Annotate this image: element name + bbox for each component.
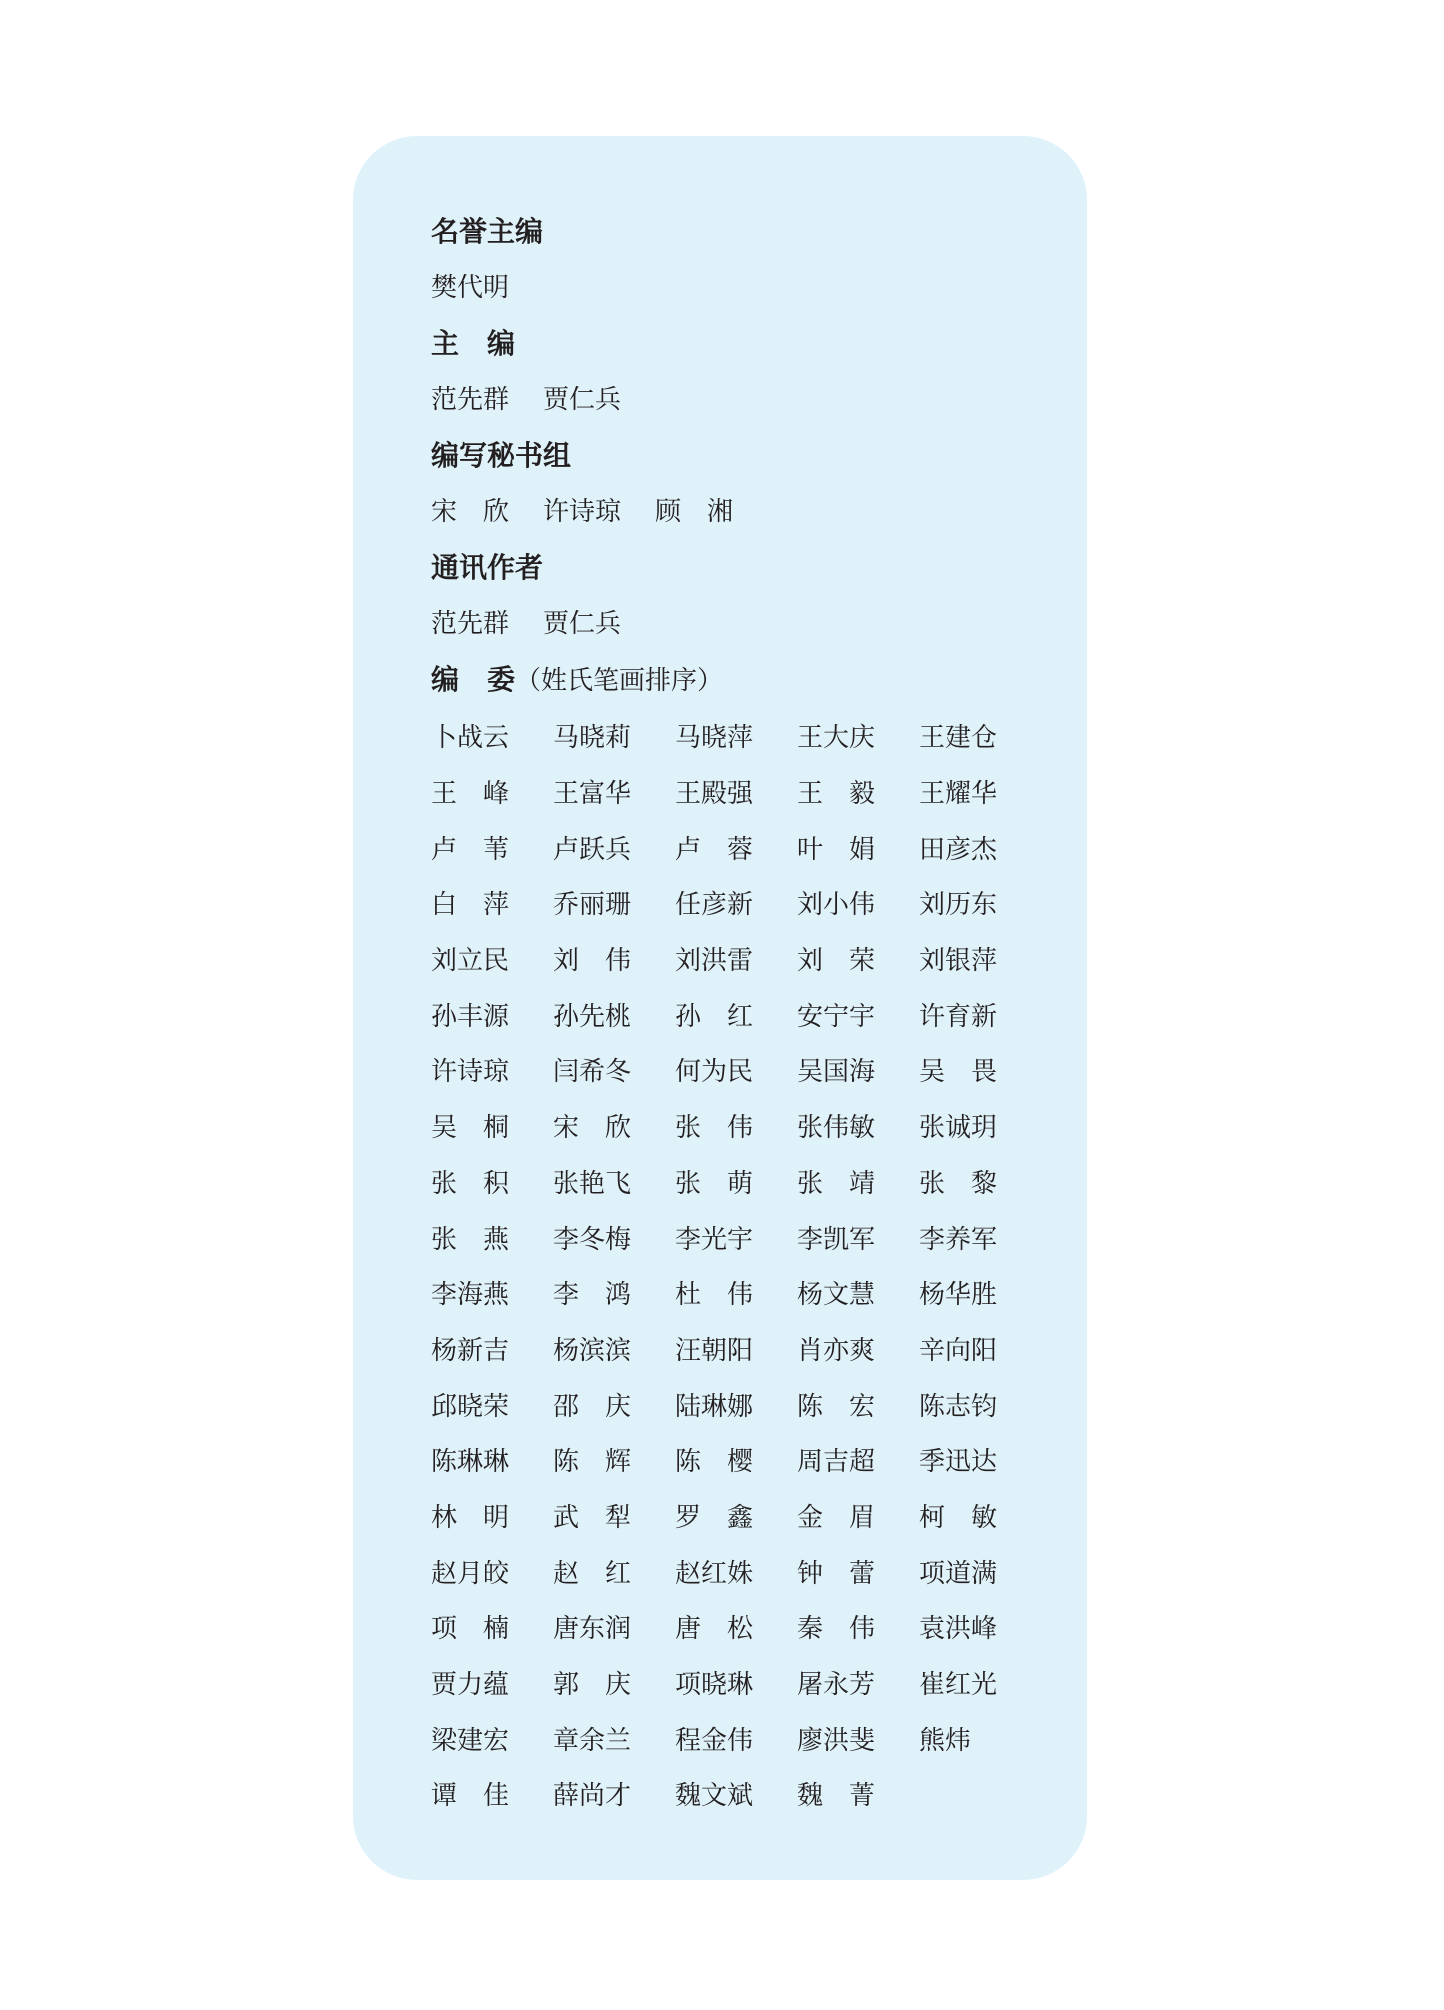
committee-member: 魏文斌 [675,1781,754,1812]
committee-member: 张 黎 [919,1168,998,1199]
committee-member: 李海燕 [431,1280,510,1311]
committee-member: 张 萌 [675,1168,754,1199]
committee-member: 孙 红 [675,1001,754,1032]
committee-member: 汪朝阳 [675,1335,754,1366]
committee-member: 宋 欣 [553,1113,632,1144]
committee-member: 贾力蕴 [431,1670,510,1701]
committee-member: 刘立民 [431,946,510,977]
committee-member: 程金伟 [675,1725,754,1756]
committee-member: 张诚玥 [919,1113,998,1144]
committee-member: 杨新吉 [431,1335,510,1366]
committee-member: 李光宇 [675,1224,754,1255]
committee-member: 秦 伟 [797,1614,876,1645]
committee-member: 刘银萍 [919,946,998,977]
person-name: 顾 湘 [655,497,734,527]
committee-member: 李冬梅 [553,1224,632,1255]
committee-member: 刘洪雷 [675,946,754,977]
committee-member: 林 明 [431,1502,510,1533]
committee-member: 唐东润 [553,1614,632,1645]
committee-member: 杨滨滨 [553,1335,632,1366]
committee-member: 何为民 [675,1057,754,1088]
committee-member: 许育新 [919,1001,998,1032]
committee-member: 金 眉 [797,1502,876,1533]
committee-member: 王大庆 [797,723,876,754]
committee-member: 卜战云 [431,723,510,754]
committee-heading [431,652,1071,708]
committee-member: 刘 伟 [553,946,632,977]
committee-member: 陈琳琳 [431,1447,510,1478]
committee-members-grid [431,708,1071,1822]
committee-member: 郭 庆 [553,1670,632,1701]
committee-member: 刘历东 [919,890,998,921]
chief-editor-names [431,372,1071,428]
committee-member: 王耀华 [919,779,998,810]
committee-member: 柯 敏 [919,1502,998,1533]
committee-member: 卢跃兵 [553,834,632,865]
committee-member: 章余兰 [553,1725,632,1756]
committee-member: 武 犁 [553,1502,632,1533]
committee-member: 杜 伟 [675,1280,754,1311]
committee-member: 马晓萍 [675,723,754,754]
committee-member: 陈 辉 [553,1447,632,1478]
committee-member: 吴 畏 [919,1057,998,1088]
person-name: 许诗琼 [543,497,622,527]
committee-member: 谭 佳 [431,1781,510,1812]
committee-member: 赵月皎 [431,1558,510,1589]
committee-member: 孙丰源 [431,1001,510,1032]
person-name: 樊代明 [431,273,510,303]
committee-member: 闫希冬 [553,1057,632,1088]
committee-member: 季迅达 [919,1447,998,1478]
person-name: 贾仁兵 [543,385,622,415]
secretariat-heading: 编写秘书组 [431,439,572,472]
honorary-editor-heading: 名誉主编 [431,215,544,248]
person-name: 范先群 [431,609,510,639]
committee-member: 邱晓荣 [431,1391,510,1422]
editorial-board-panel [353,136,1087,1880]
committee-member: 李养军 [919,1224,998,1255]
committee-member: 安宁宇 [797,1001,876,1032]
committee-member: 陈 樱 [675,1447,754,1478]
committee-member: 肖亦爽 [797,1335,876,1366]
committee-member: 罗 鑫 [675,1502,754,1533]
committee-member: 廖洪斐 [797,1725,876,1756]
committee-member: 王建仓 [919,723,998,754]
committee-member: 卢 苇 [431,834,510,865]
committee-member: 王殿强 [675,779,754,810]
committee-member: 赵红姝 [675,1558,754,1589]
committee-member: 王 毅 [797,779,876,810]
committee-member: 任彦新 [675,890,754,921]
committee-member: 杨文慧 [797,1280,876,1311]
committee-sort-note: （姓氏笔画排序） [515,666,724,696]
committee-member: 唐 松 [675,1614,754,1645]
committee-title: 编 委 [431,663,516,696]
chief-editor-heading: 主 编 [431,327,516,360]
committee-member: 陈志钧 [919,1391,998,1422]
committee-member: 薛尚才 [553,1781,632,1812]
committee-member: 陈 宏 [797,1391,876,1422]
corresponding-authors-names [431,596,1071,652]
committee-member: 钟 蕾 [797,1558,876,1589]
committee-member: 李 鸿 [553,1280,632,1311]
committee-member: 吴国海 [797,1057,876,1088]
committee-member: 张伟敏 [797,1113,876,1144]
committee-member: 项道满 [919,1558,998,1589]
committee-member: 熊炜 [919,1725,972,1756]
committee-member: 田彦杰 [919,834,998,865]
committee-member: 张 燕 [431,1224,510,1255]
person-name: 范先群 [431,385,510,415]
editorial-board-content [431,204,1071,1822]
committee-member: 项晓琳 [675,1670,754,1701]
committee-member: 王 峰 [431,779,510,810]
committee-member: 王富华 [553,779,632,810]
committee-member: 乔丽珊 [553,890,632,921]
person-name: 贾仁兵 [543,609,622,639]
committee-member: 袁洪峰 [919,1614,998,1645]
committee-member: 魏 菁 [797,1781,876,1812]
committee-member: 许诗琼 [431,1057,510,1088]
committee-member: 孙先桃 [553,1001,632,1032]
committee-member: 屠永芳 [797,1670,876,1701]
committee-member: 张 积 [431,1168,510,1199]
committee-member: 吴 桐 [431,1113,510,1144]
committee-member: 杨华胜 [919,1280,998,1311]
person-name: 宋 欣 [431,497,510,527]
committee-member: 周吉超 [797,1447,876,1478]
secretariat-names [431,484,1071,540]
honorary-editor-names [431,260,1071,316]
committee-member: 刘小伟 [797,890,876,921]
committee-member: 刘 荣 [797,946,876,977]
committee-member: 项 楠 [431,1614,510,1645]
committee-member: 叶 娟 [797,834,876,865]
committee-member: 邵 庆 [553,1391,632,1422]
committee-member: 马晓莉 [553,723,632,754]
committee-member: 赵 红 [553,1558,632,1589]
committee-member: 陆琳娜 [675,1391,754,1422]
committee-member: 卢 蓉 [675,834,754,865]
committee-member: 梁建宏 [431,1725,510,1756]
committee-member: 白 萍 [431,890,510,921]
committee-member: 李凯军 [797,1224,876,1255]
corresponding-authors-heading: 通讯作者 [431,551,544,584]
committee-member: 崔红光 [919,1670,998,1701]
committee-member: 张 伟 [675,1113,754,1144]
committee-member: 辛向阳 [919,1335,998,1366]
committee-member: 张艳飞 [553,1168,632,1199]
committee-member: 张 靖 [797,1168,876,1199]
